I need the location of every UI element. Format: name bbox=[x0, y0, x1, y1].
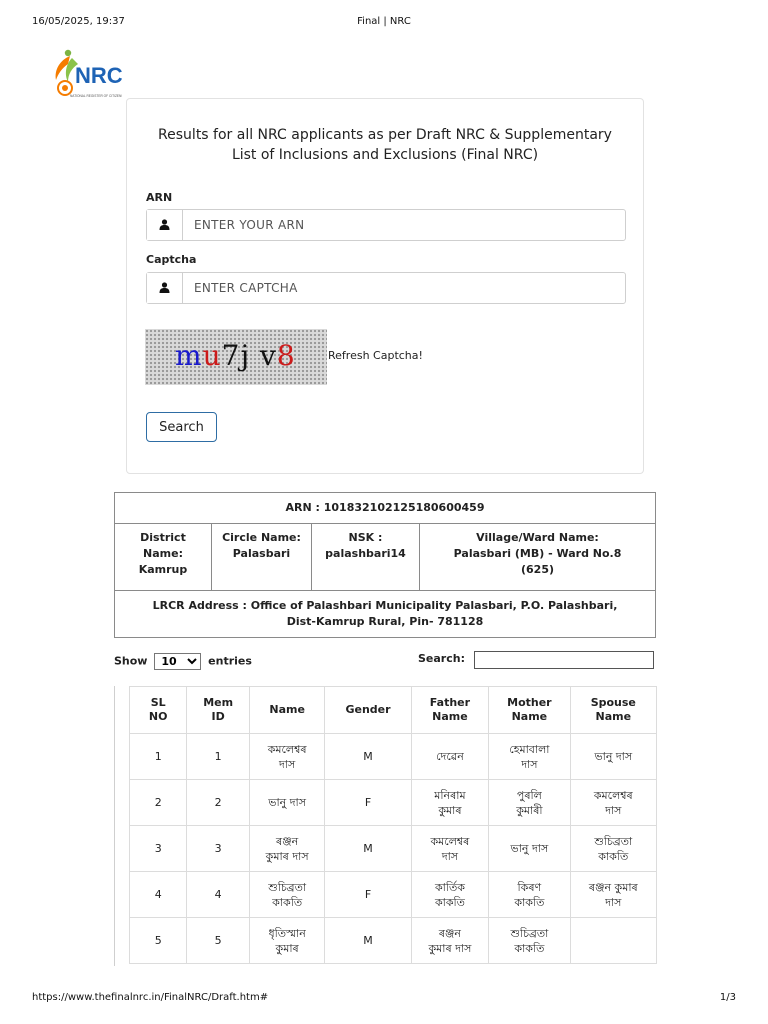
members-table-container[interactable] bbox=[114, 686, 657, 966]
circle-cell: Circle Name: Palasbari bbox=[212, 524, 312, 591]
user-icon bbox=[147, 210, 183, 240]
entries-label: entries bbox=[208, 654, 252, 668]
page-title bbox=[137, 125, 633, 165]
arn-value: ARN : 101832102125180600459 bbox=[115, 493, 656, 524]
gender-cell: F bbox=[325, 780, 411, 826]
show-label: Show bbox=[114, 654, 148, 668]
col-father-name[interactable]: Father Name bbox=[411, 687, 488, 734]
captcha-image bbox=[145, 329, 327, 385]
name-cell: ধৃতিস্মান কুমাৰ bbox=[249, 918, 324, 964]
print-page-number: 1/3 bbox=[719, 992, 736, 1003]
mem-id-cell: 1 bbox=[187, 734, 250, 780]
name-cell: শুচিব্ৰতা কাকতি bbox=[249, 872, 324, 918]
print-page-title: Final | NRC bbox=[357, 16, 411, 27]
gender-cell: F bbox=[325, 872, 411, 918]
father-name-cell: ৰঞ্জন কুমাৰ দাস bbox=[411, 918, 488, 964]
mother-name-cell: পুৰলি কুমাৰী bbox=[489, 780, 570, 826]
col-sl-no[interactable]: SL NO bbox=[130, 687, 187, 734]
arn-input[interactable] bbox=[183, 210, 624, 240]
spouse-name-cell: ভানু দাস bbox=[570, 734, 656, 780]
table-search-label: Search: bbox=[418, 652, 465, 665]
table-row bbox=[130, 918, 657, 964]
col-spouse-name[interactable]: Spouse Name bbox=[570, 687, 656, 734]
mem-id-cell: 3 bbox=[187, 826, 250, 872]
col-mother-name[interactable]: Mother Name bbox=[489, 687, 570, 734]
logo-text: NRC bbox=[75, 63, 122, 88]
mother-name-cell: ভানু দাস bbox=[489, 826, 570, 872]
print-header bbox=[32, 16, 736, 32]
mother-name-cell: শুচিব্ৰতা কাকতি bbox=[489, 918, 570, 964]
captcha-input-group bbox=[146, 272, 626, 304]
district-cell: District Name: Kamrup bbox=[115, 524, 212, 591]
spouse-name-cell bbox=[570, 918, 656, 964]
father-name-cell: মনিৰাম কুমাৰ bbox=[411, 780, 488, 826]
mem-id-cell: 4 bbox=[187, 872, 250, 918]
page-title-line-2: List of Inclusions and Exclusions (Final NRC) bbox=[231, 147, 539, 163]
gender-cell: M bbox=[325, 734, 411, 780]
logo-subtext: NATIONAL REGISTER OF CITIZENS bbox=[70, 94, 122, 98]
col-name[interactable]: Name bbox=[249, 687, 324, 734]
gender-cell: M bbox=[325, 918, 411, 964]
village-cell: Village/Ward Name: Palasbari (MB) - Ward No.8 (625) bbox=[420, 524, 656, 591]
captcha-label: Captcha bbox=[146, 253, 197, 266]
name-cell: কমলেশ্বৰ দাস bbox=[249, 734, 324, 780]
applicant-info-table bbox=[114, 492, 656, 638]
gender-cell: M bbox=[325, 826, 411, 872]
father-name-cell: কাৰ্তিক কাকতি bbox=[411, 872, 488, 918]
page-title-line-1: Results for all NRC applicants as per Draft NRC & Supplementary bbox=[158, 127, 612, 143]
table-row bbox=[130, 734, 657, 780]
table-search-input[interactable] bbox=[474, 651, 654, 669]
father-name-cell: কমলেশ্বৰ দাস bbox=[411, 826, 488, 872]
sl-no-cell: 3 bbox=[130, 826, 187, 872]
table-search bbox=[418, 652, 465, 665]
refresh-captcha-link[interactable]: Refresh Captcha! bbox=[328, 349, 423, 362]
sl-no-cell: 1 bbox=[130, 734, 187, 780]
name-cell: ভানু দাস bbox=[249, 780, 324, 826]
search-button[interactable]: Search bbox=[146, 412, 217, 442]
spouse-name-cell: শুচিব্ৰতা কাকতি bbox=[570, 826, 656, 872]
sl-no-cell: 2 bbox=[130, 780, 187, 826]
arn-input-group bbox=[146, 209, 626, 241]
nrc-logo bbox=[48, 46, 122, 100]
name-cell: ৰঞ্জন কুমাৰ দাস bbox=[249, 826, 324, 872]
user-icon bbox=[147, 273, 183, 303]
mother-name-cell: কিৰণ কাকতি bbox=[489, 872, 570, 918]
nsk-cell: NSK : palashbari14 bbox=[312, 524, 420, 591]
spouse-name-cell: ৰঞ্জন কুমাৰ দাস bbox=[570, 872, 656, 918]
mem-id-cell: 2 bbox=[187, 780, 250, 826]
members-table bbox=[129, 686, 657, 964]
entries-select[interactable] bbox=[154, 653, 201, 670]
father-name-cell: দেৱেন bbox=[411, 734, 488, 780]
print-datetime: 16/05/2025, 19:37 bbox=[32, 16, 125, 27]
col-mem-id[interactable]: Mem ID bbox=[187, 687, 250, 734]
captcha-text: mu7j v8 bbox=[175, 339, 296, 372]
sl-no-cell: 5 bbox=[130, 918, 187, 964]
mother-name-cell: হেমাবালা দাস bbox=[489, 734, 570, 780]
show-entries-control bbox=[114, 653, 252, 670]
lrcr-address: LRCR Address : Office of Palashbari Municipality Palasbari, P.O. Palashbari, Dist-Kamrup Rural, Pin- 781128 bbox=[115, 591, 656, 638]
table-row bbox=[130, 826, 657, 872]
table-row bbox=[130, 780, 657, 826]
arn-label: ARN bbox=[146, 191, 173, 204]
search-form-card bbox=[126, 98, 644, 474]
col-gender[interactable]: Gender bbox=[325, 687, 411, 734]
captcha-input[interactable] bbox=[183, 273, 624, 303]
spouse-name-cell: কমলেশ্বৰ দাস bbox=[570, 780, 656, 826]
mem-id-cell: 5 bbox=[187, 918, 250, 964]
table-row bbox=[130, 872, 657, 918]
print-url: https://www.thefinalnrc.in/FinalNRC/Draft.htm# bbox=[32, 992, 269, 1003]
sl-no-cell: 4 bbox=[130, 872, 187, 918]
table-header-row bbox=[130, 687, 657, 734]
print-footer bbox=[32, 992, 736, 1006]
